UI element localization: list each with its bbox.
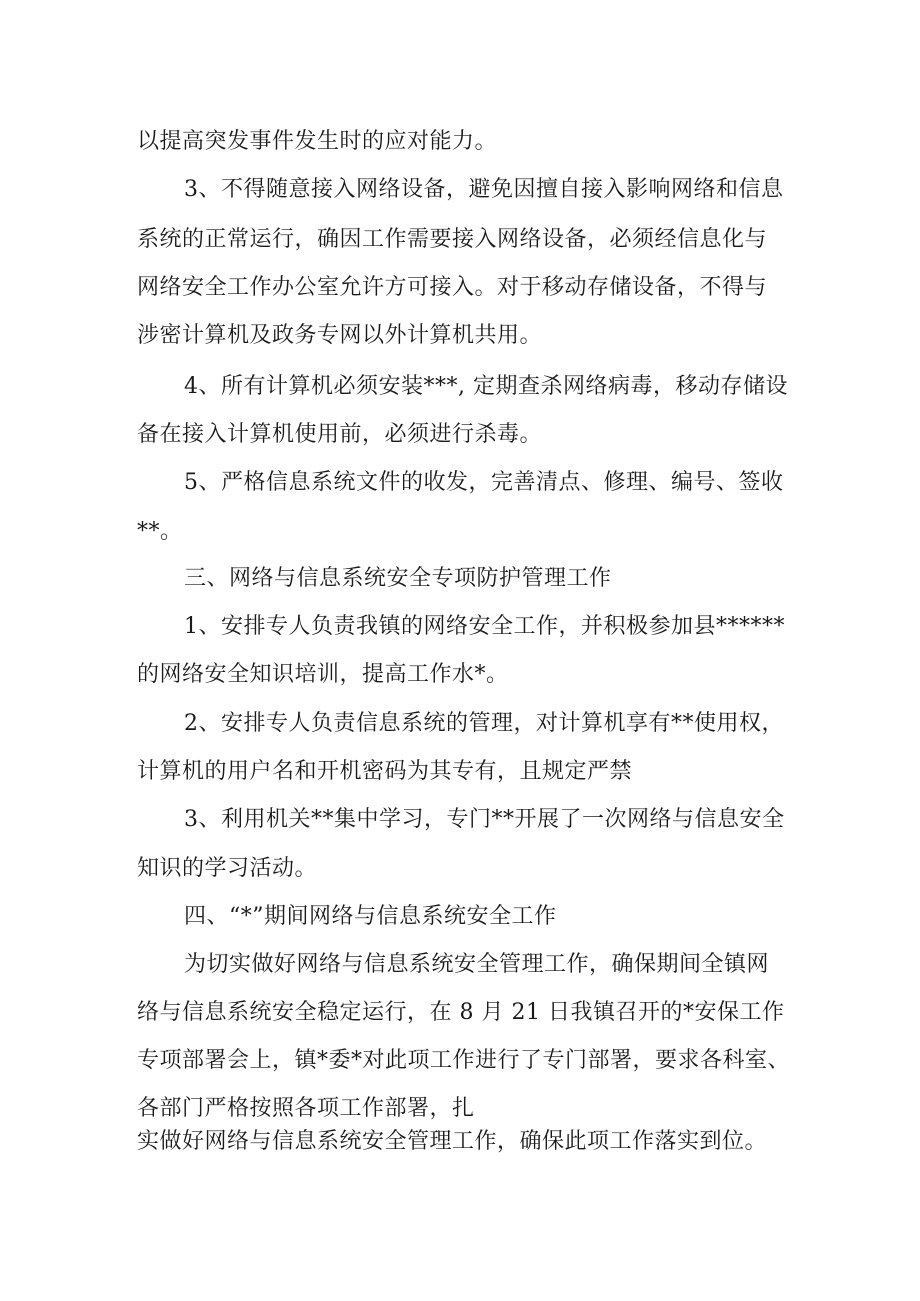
text-line: 1、安排专人负责我镇的网络安全工作，并积极参加县****** [184,614,785,639]
text-line: 知识的学习活动。 [137,856,318,881]
text-line: 的网络安全知识培训，提高工作水*。 [137,662,509,687]
text-line: 实做好网络与信息系统安全管理工作，确保此项工作落实到位。 [137,1129,768,1154]
text-line: 3、不得随意接入网络设备，避免因擅自接入影响网络和信息 [184,177,784,202]
text-line: 2、安排专人负责信息系统的管理，对计算机享有**使用权， [184,711,784,736]
text-line: 计算机的用户名和开机密码为其专有，且规定严禁 [137,759,633,784]
text-line: 4、所有计算机必须安装***, 定期查杀网络病毒，移动存储设 [184,374,788,399]
text-line: 络与信息系统安全稳定运行，在 8 月 21 日我镇召开的*安保工作 [137,1000,785,1025]
text-line: 专项部署会上，镇*委*对此项工作进行了专门部署，要求各科室、 [137,1048,791,1073]
text-line: 网络安全工作办公室允许方可接入。对于移动存储设备，不得与 [137,275,768,300]
text-line: 涉密计算机及政务专网以外计算机共用。 [137,323,543,348]
text-line: 为切实做好网络与信息系统安全管理工作，确保期间全镇网 [184,952,770,977]
text-line: 3、利用机关**集中学习，专门**开展了一次网络与信息安全 [184,807,785,832]
text-line: 以提高突发事件发生时的应对能力。 [137,129,498,154]
text-line: 备在接入计算机使用前，必须进行杀毒。 [137,422,543,447]
text-line: 系统的正常运行，确因工作需要接入网络设备，必须经信息化与 [137,227,768,252]
section-heading: 三、网络与信息系统安全专项防护管理工作 [184,566,612,591]
text-line: 5、严格信息系统文件的收发，完善清点、修理、编号、签收 [184,470,784,495]
section-heading: 四、“*”期间网络与信息系统安全工作 [184,904,557,929]
text-line: 各部门严格按照各项工作部署，扎 [137,1096,475,1121]
text-line: **。 [137,519,183,544]
